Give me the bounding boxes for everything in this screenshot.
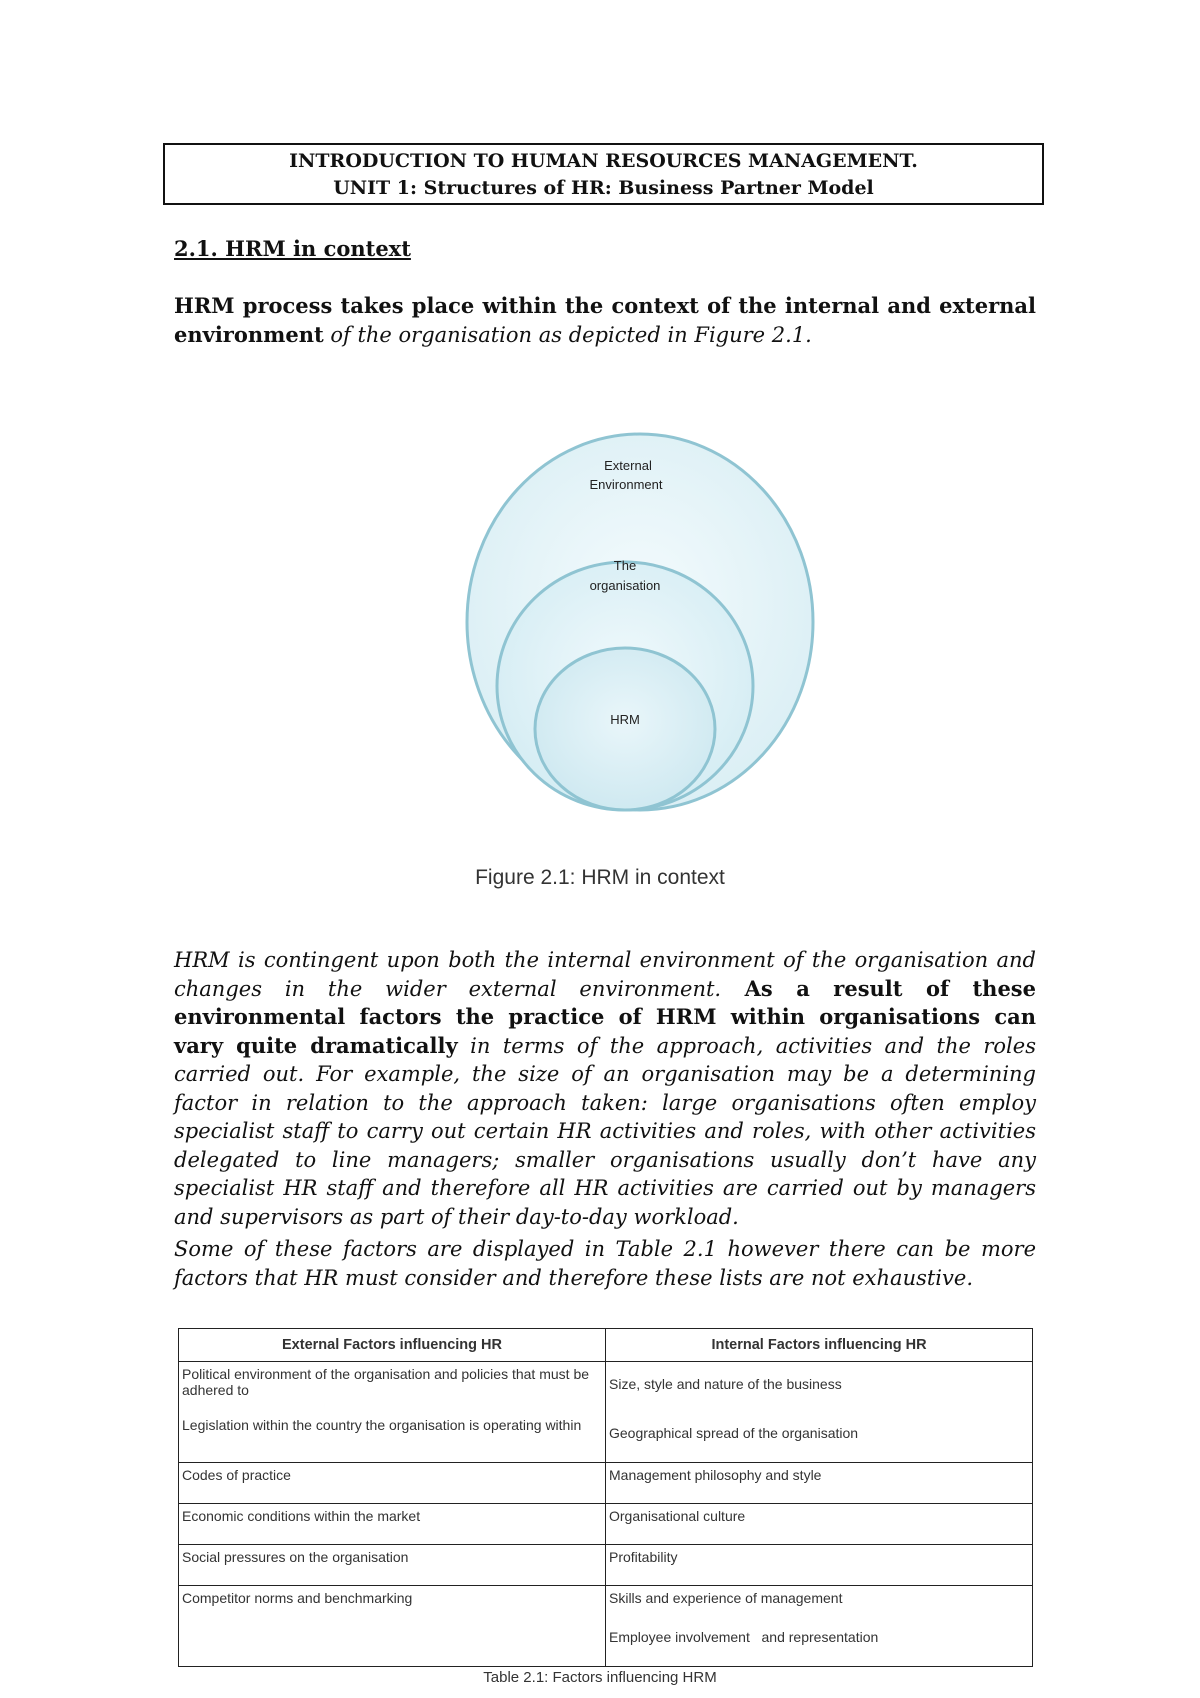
body-italic-a: HRM is contingent upon both the internal environment of the organisation and changes in the wider external environment. xyxy=(174,948,1036,1001)
external-factor: Legislation within the country the organisation is operating within xyxy=(182,1417,582,1433)
internal-factor: Size, style and nature of the business xyxy=(609,1376,842,1392)
table-row xyxy=(179,1463,1033,1504)
internal-factor: Organisational culture xyxy=(606,1504,1033,1545)
table-row xyxy=(179,1504,1033,1545)
external-label-2: Environment xyxy=(589,477,663,492)
hrm-circle xyxy=(535,648,715,810)
figure-caption: Figure 2.1: HRM in context xyxy=(475,866,725,889)
external-label-1: External xyxy=(604,458,652,473)
intro-bold-text: HRM process takes place within the context of the internal and external environment xyxy=(174,293,1036,347)
organisation-label-1: The xyxy=(613,558,637,573)
intro-paragraph xyxy=(174,292,1036,349)
body-italic-b: in terms of the approach, activities and the roles carried out. For example, the size of an organisation may be a determining factor in relation to the approach taken: large organisations often employ specialist staff to carry out certain HR activities and roles, with other activities delegated to line managers; smaller organisations usually don’t have any specialist HR staff and therefore all HR activities are carried out by managers and supervisors as part of their day-to-day workload. xyxy=(174,1033,1036,1229)
external-factor: Codes of practice xyxy=(179,1463,606,1504)
internal-header: Internal Factors influencing HR xyxy=(606,1329,1033,1362)
body-paragraph-1 xyxy=(174,946,1036,1231)
organisation-label-2: organisation xyxy=(589,578,661,593)
internal-factor: Management philosophy and style xyxy=(606,1463,1033,1504)
internal-factor: Skills and experience of management xyxy=(609,1590,843,1606)
intro-italic-text: of the organisation as depicted in Figure 2.1. xyxy=(323,322,812,347)
table-row xyxy=(179,1362,1033,1463)
external-header: External Factors influencing HR xyxy=(179,1329,606,1362)
internal-factor: Profitability xyxy=(606,1545,1033,1586)
table-row xyxy=(179,1545,1033,1586)
internal-factor: Employee involvement and representation xyxy=(609,1629,879,1645)
table-cell xyxy=(179,1362,606,1463)
body-bold: As a result of these environmental factors the practice of HRM within organisations can vary quite dramatically xyxy=(174,975,1036,1058)
hrm-label: HRM xyxy=(610,712,640,727)
internal-factor: Geographical spread of the organisation xyxy=(609,1425,859,1441)
external-factor: Economic conditions within the market xyxy=(179,1504,606,1545)
table-cell xyxy=(606,1586,1033,1667)
external-factor: Social pressures on the organisation xyxy=(179,1545,606,1586)
table-row xyxy=(179,1586,1033,1667)
external-factor: Political environment of the organisation and policies that must be adhered to xyxy=(182,1366,590,1398)
course-title: INTRODUCTION TO HUMAN RESOURCES MANAGEMENT. xyxy=(289,150,918,172)
external-factor: Competitor norms and benchmarking xyxy=(179,1586,606,1667)
table-header-row xyxy=(179,1329,1033,1362)
table-caption: Table 2.1: Factors influencing HRM xyxy=(483,1669,717,1686)
factors-table xyxy=(178,1328,1033,1667)
hrm-context-diagram xyxy=(440,422,840,832)
document-title-box xyxy=(163,143,1044,205)
table-cell xyxy=(606,1362,1033,1463)
section-heading: 2.1. HRM in context xyxy=(174,236,411,261)
body-paragraph-2: Some of these factors are displayed in Table 2.1 however there can be more factors that HR must consider and therefore these lists are not exhaustive. xyxy=(174,1237,1036,1290)
unit-title: UNIT 1: Structures of HR: Business Partner Model xyxy=(333,177,874,199)
